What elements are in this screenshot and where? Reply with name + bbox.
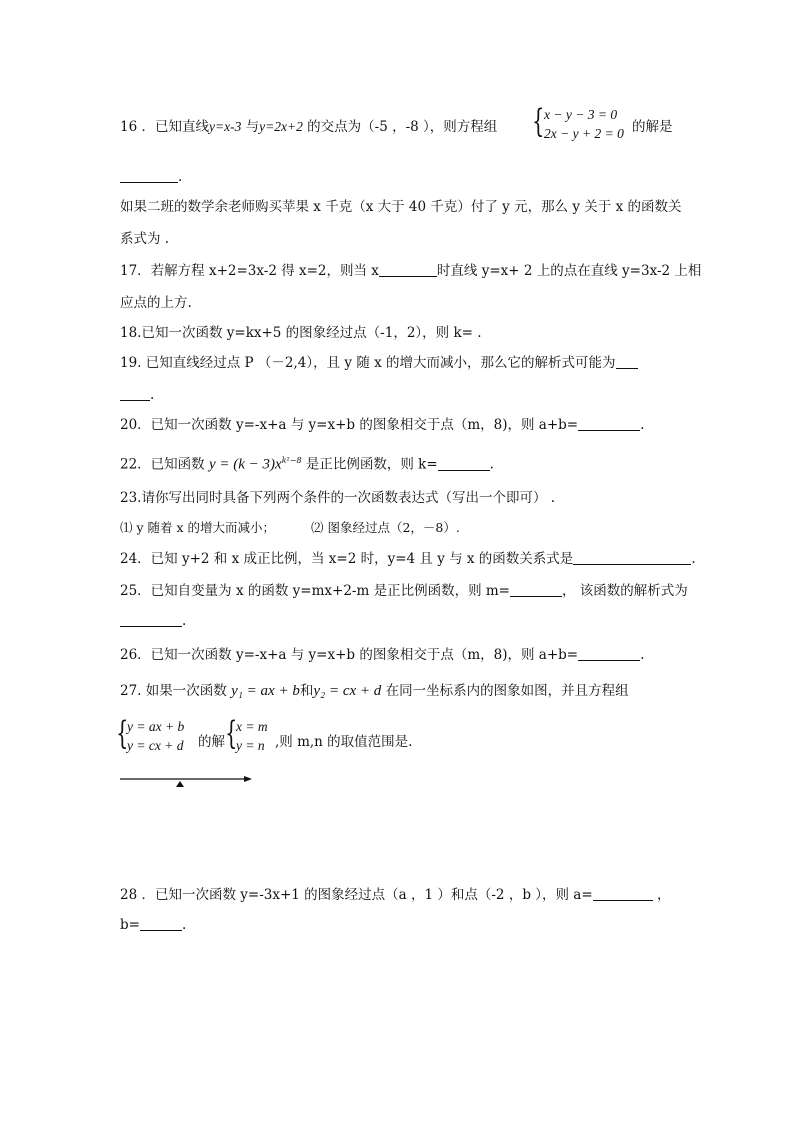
q16-prefix: 16 ．已知直线 — [120, 119, 209, 135]
q27-system — [127, 717, 184, 755]
question-28 — [120, 886, 670, 904]
triangle-marker-icon — [176, 781, 184, 787]
q23-condition-1: ⑴ y 随着 x 的增大而减小； — [120, 520, 276, 535]
q25-blank-m[interactable] — [510, 582, 562, 597]
q27-solution — [236, 717, 268, 755]
q16-end: . — [178, 169, 183, 185]
q28-comma: ， — [656, 887, 671, 903]
q27-function-2: y₂ = cx + d — [313, 683, 382, 699]
q16-system — [544, 105, 624, 143]
q17-blank[interactable] — [379, 262, 437, 277]
question-17 — [120, 262, 701, 280]
q28-b-label: b= — [120, 917, 140, 933]
q19-blank-a[interactable] — [616, 354, 638, 369]
q28-blank-b[interactable] — [140, 916, 182, 931]
q16-line2: y=2x+2 — [259, 119, 303, 134]
q24-blank[interactable] — [573, 550, 691, 565]
q19-end: . — [150, 387, 155, 403]
q26-text: 26．已知一次函数 y=-x+a 与 y=x+b 的图象相交于点（m，8)，则 a+b= — [120, 647, 579, 663]
q16-line1: y=x-3 — [208, 119, 242, 134]
q19-text: 19. 已知直线经过点 P （－2,4），且 y 随 x 的增大而减小，那么它的解析式可能为 — [120, 355, 616, 371]
q16-suffix: 的解是 — [632, 119, 673, 135]
q27-figure — [118, 770, 258, 790]
question-24 — [120, 550, 696, 568]
q19-blank-b[interactable] — [120, 386, 150, 401]
question-23: 23.请你写出同时具备下列两个条件的一次函数表达式（写出一个即可） . — [120, 490, 556, 506]
q27-solution-label: 的解 — [198, 734, 225, 750]
q16-mid1: 与 — [245, 119, 260, 135]
q16-equation-1: x − y − 3 = 0 — [544, 107, 618, 122]
q28-end: . — [181, 917, 187, 933]
q25-end: . — [182, 613, 187, 629]
q16-system-brace: { — [532, 102, 545, 140]
q27-solution-y: y = n — [236, 738, 265, 753]
q28-blank-a[interactable] — [593, 886, 653, 901]
q16-equation-2: 2x − y + 2 = 0 — [544, 126, 624, 141]
q28-text: 28 ．已知一次函数 y=-3x+1 的图象经过点（a ，1 ）和点（-2 ，b ），则 a= — [120, 887, 593, 903]
q16-mid2: 的交点为（-5 ，-8 ），则方程组 — [307, 119, 498, 135]
q27-function-1: y₁ = ax + b — [231, 683, 300, 699]
q27-text-a: 27. 如果一次函数 — [120, 683, 227, 699]
q27-solution-brace: { — [225, 714, 238, 752]
q25-text-2: ， 该函数的解析式为 — [561, 583, 688, 599]
q22-blank[interactable] — [438, 456, 490, 471]
question-20 — [120, 416, 644, 434]
q19-line-2 — [120, 386, 154, 404]
q25-text-1: 25．已知自变量为 x 的函数 y=mx+2-m 是正比例函数，则 m= — [120, 583, 510, 599]
q25-blank-expr[interactable] — [120, 612, 182, 627]
question-22 — [120, 452, 494, 474]
q24-text: 24．已知 y+2 和 x 成正比例，当 x=2 时，y=4 且 y 与 x 的函数关系式是 — [120, 551, 574, 567]
q17-line-2: 应点的上方. — [120, 295, 192, 311]
q22-end: . — [489, 456, 494, 473]
q22-exponent: k²−8 — [281, 456, 302, 465]
q27-system-brace: { — [116, 714, 129, 752]
question-16 — [120, 118, 497, 136]
q27-and: 和 — [299, 683, 314, 699]
q23-conditions — [120, 519, 460, 537]
q17-text-a: 17．若解方程 x+2=3x-2 得 x=2，则当 x — [120, 263, 379, 279]
q27-text-b: 在同一坐标系内的图象如图，并且方程组 — [385, 683, 629, 699]
question-18: 18.已知一次函数 y=kx+5 的图象经过点（-1，2），则 k= . — [120, 325, 482, 341]
q25-line-2 — [120, 612, 186, 630]
question-26 — [120, 646, 644, 664]
q16-answer — [120, 168, 182, 186]
q23-condition-2: ⑵ 图象经过点（2，－8）. — [310, 520, 460, 535]
q22-text-2: 是正比例函数，则 k= — [305, 456, 438, 473]
apples-line-2: 系式为 . — [120, 231, 170, 247]
q22-text-1: 22．已知函数 — [120, 456, 205, 473]
q20-text: 20．已知一次函数 y=-x+a 与 y=x+b 的图象相交于点（m，8)，则 a+b= — [120, 417, 579, 433]
q27-system-eq-1: y = ax + b — [127, 719, 185, 734]
q22-formula: y = (k − 3)x — [208, 456, 282, 473]
arrow-right-icon — [244, 776, 252, 782]
apples-line-1: 如果二班的数学余老师购买苹果 x 千克（x 大于 40 千克）付了 y 元，那么 y 关于 x 的函数关 — [120, 199, 682, 215]
q17-text-b: 时直线 y=x+ 2 上的点在直线 y=3x-2 上相 — [436, 263, 702, 279]
q24-end: . — [691, 551, 696, 567]
q28-line-2 — [120, 916, 186, 934]
q26-blank[interactable] — [578, 646, 640, 661]
q16-answer-blank[interactable] — [120, 168, 178, 183]
q26-end: . — [640, 647, 645, 663]
question-25 — [120, 582, 688, 600]
q27-tail: ,则 m,n 的取值范围是. — [275, 734, 413, 750]
q27-system-eq-2: y = cx + d — [127, 738, 184, 753]
question-27 — [120, 682, 629, 700]
q20-end: . — [640, 417, 645, 433]
q20-blank[interactable] — [578, 416, 640, 431]
question-19 — [120, 354, 638, 372]
q27-solution-x: x = m — [236, 719, 268, 734]
